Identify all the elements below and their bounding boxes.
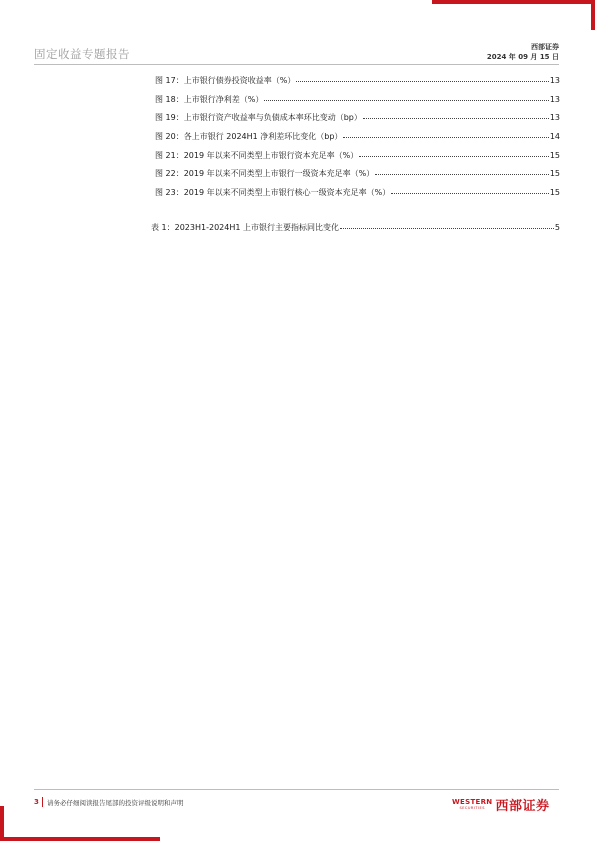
toc-entry-label: 图 23：2019 年以来不同类型上市银行核心一级资本充足率（%）	[155, 188, 391, 197]
toc-entry-page: 15	[549, 151, 560, 160]
toc-leader-dots	[343, 136, 548, 138]
report-type: 固定收益专题报告	[34, 47, 130, 61]
toc-entry-page: 15	[549, 188, 560, 197]
toc-leader-dots	[375, 173, 549, 175]
toc-entry[interactable]	[155, 151, 560, 161]
toc-entry[interactable]	[151, 223, 560, 233]
toc-leader-dots	[391, 192, 549, 194]
logo-english	[452, 798, 492, 811]
toc-entry-page: 13	[549, 95, 560, 104]
company-logo	[452, 793, 549, 815]
header-divider	[34, 64, 559, 65]
logo-english-top: WESTERN	[452, 797, 493, 806]
toc-entry-label: 图 20：各上市银行 2024H1 净利差环比变化（bp）	[155, 132, 343, 141]
footer-divider	[34, 789, 559, 790]
toc-entry[interactable]	[155, 95, 560, 105]
toc-entry-label: 图 17：上市银行债券投资收益率（%）	[155, 76, 296, 85]
logo-english-bottom: SECURITIES	[459, 805, 485, 810]
company-name: 西部证券	[531, 43, 559, 51]
toc-entry-label: 表 1：2023H1-2024H1 上市银行主要指标同比变化	[151, 223, 339, 232]
logo-chinese: 西部证券	[495, 798, 550, 814]
disclaimer-note: 请务必仔细阅读报告尾部的投资评级说明和声明	[47, 799, 184, 807]
toc-entry-page: 13	[549, 113, 560, 122]
corner-accent-bottom	[0, 837, 160, 841]
toc-leader-dots	[340, 227, 554, 229]
toc-entry-page: 14	[549, 132, 560, 141]
toc-entry-label: 图 22：2019 年以来不同类型上市银行一级资本充足率（%）	[155, 169, 375, 178]
page-number-separator	[42, 797, 43, 807]
toc-entry[interactable]	[155, 132, 560, 142]
toc-entry[interactable]	[155, 113, 560, 123]
toc-entry-label: 图 18：上市银行净利差（%）	[155, 95, 264, 104]
toc-entry-page: 15	[549, 169, 560, 178]
corner-accent-top-vertical	[591, 0, 595, 30]
toc-leader-dots	[264, 99, 548, 101]
toc-leader-dots	[363, 117, 549, 119]
page-number: 3	[34, 798, 39, 806]
report-date: 2024 年 09 月 15 日	[486, 53, 559, 61]
toc-entry-label: 图 21：2019 年以来不同类型上市银行资本充足率（%）	[155, 151, 359, 160]
toc-entry[interactable]	[155, 188, 560, 198]
toc-entry-label: 图 19：上市银行资产收益率与负债成本率环比变动（bp）	[155, 113, 362, 122]
toc-entry[interactable]	[155, 76, 560, 86]
corner-accent-bottom-vertical	[0, 806, 4, 841]
toc-leader-dots	[296, 80, 548, 82]
corner-accent-top	[432, 0, 595, 4]
toc-leader-dots	[359, 155, 549, 157]
toc-entry-page: 13	[549, 76, 560, 85]
toc-entry[interactable]	[155, 169, 560, 179]
toc-entry-page: 5	[554, 223, 560, 232]
